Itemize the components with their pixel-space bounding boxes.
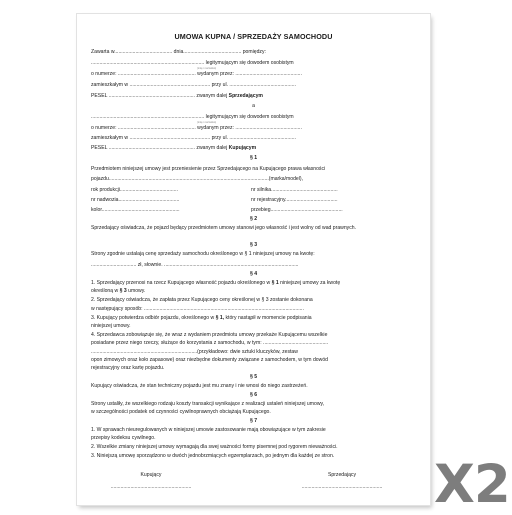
seller-role: Sprzedającym <box>228 93 263 99</box>
section-4-p4-d: opon zimowych oraz koło zapasowe) oraz niezbędne dokumenty związane z samochodem, w tym dowód <box>91 357 328 363</box>
section-3-heading: § 3 <box>249 242 258 248</box>
buyer-addr-line: zamieszkałym w ......................................................... przy ul. ............................................... <box>91 135 296 141</box>
section-3-amount: ................................ zł, słownie. ............................................................................................... <box>91 262 299 268</box>
field-silnik: nr silnika............................................... <box>251 187 338 193</box>
seller-doc-line: o numerze: ....................................................... wydanym przez: ............................................... <box>91 71 302 77</box>
s4-p1-cont-tail: umowy. <box>126 288 146 294</box>
s4-p1-tail: niniejszej umowy za kwotę <box>278 280 341 286</box>
s4-p3-ref: § 1, <box>215 315 225 321</box>
seller-pesel-line <box>91 93 416 99</box>
section-4-p4: 4. Sprzedawca zobowiązuje się, że wraz z wydaniem przedmiotu umowy przekaże Kupującemu wszelkie <box>91 332 328 338</box>
s4-p1-ref: § 1 <box>271 280 279 286</box>
signature-buyer-line: ......................................................... <box>110 484 192 490</box>
signature-seller-label: Sprzedający <box>327 472 357 478</box>
contract-sheet <box>77 14 430 505</box>
section-4-p3-cont: niniejszej umowy. <box>91 323 131 329</box>
s4-p1-text: 1. Sprzedający przenosi na rzecz Kupującego własność pojazdu określonego w <box>91 280 272 286</box>
intro-zawarta: Zawarta w......................................... dnia......................................... pomiędzy: <box>91 49 266 55</box>
signature-buyer-label: Kupujący <box>140 472 162 478</box>
section-7-p2: 2. Wszelkie zmiany niniejszej umowy wymagają dla swej ważności formy pisemnej pod rygorem nieważności. <box>91 444 338 450</box>
s4-p1-cont-ref: § 3 <box>119 288 127 294</box>
section-6-text-1: Strony ustaliły, że wszelkiego rodzaju koszty transakcji wynikające z realizacji ustaleń niniejszej umowy, <box>91 401 325 407</box>
field-kolor: kolor....................................................... <box>91 207 180 213</box>
section-5-heading: § 5 <box>249 374 258 380</box>
section-7-p3: 3. Niniejszą umowę sporządzono w dwóch jednobrzmiących egzemplarzach, po jednym dla każdej ze stron. <box>91 453 335 459</box>
s4-p1-cont-text: określoną w <box>91 288 120 294</box>
hint-seller: (imię i nazwisko) <box>197 67 217 70</box>
s4-p3-text: 3. Kupujący potwierdza odbiór pojazdu, określonego w <box>91 315 216 321</box>
section-6-text-2: w szczególności podatek od czynności cywilnoprawnych obciążają Kupującego. <box>91 409 271 415</box>
seller-pesel-text: PESEL ............................................................. zwanym dalej <box>91 93 229 99</box>
section-2-text: Sprzedający oświadcza, że pojazd będący przedmiotem umowy stanowi jego własność i jest wolny od wad prawnych. <box>91 225 357 231</box>
buyer-pesel-text: PESEL ............................................................. zwanym dalej <box>91 145 229 151</box>
document-title: UMOWA KUPNA / SPRZEDAŻY SAMOCHODU <box>174 32 333 41</box>
buyer-role: Kupującym <box>228 145 257 151</box>
section-1-heading: § 1 <box>249 155 258 161</box>
seller-name-line: ................................................................................ legitymującym się dowodem osobistym <box>91 60 294 66</box>
section-1-text: Przedmiotem niniejszej umowy jest przeniesienie przez Sprzedającego na Kupującego prawa własności <box>91 166 326 172</box>
section-1-row-2 <box>91 197 416 203</box>
quantity-badge: X2 <box>434 454 510 515</box>
section-4-p4-b: posiadane przez niego rzeczy, służące do korzystania z samochodu, w tym: .............................................. <box>91 340 329 346</box>
field-rok: rok produkcji......................................... <box>91 187 178 193</box>
section-5-text: Kupujący oświadcza, że stan techniczny pojazdu jest mu znany i nie wnosi do niego zastrzeżeń. <box>91 383 308 389</box>
seller-addr-line: zamieszkałym w ......................................................... przy ul. ............................................... <box>91 82 296 88</box>
hint-buyer: (imię i nazwisko) <box>197 121 217 124</box>
section-2-heading: § 2 <box>249 216 258 222</box>
section-4-p4-e: rejestracyjny oraz kartę pojazdu. <box>91 365 165 371</box>
section-4-p1 <box>91 280 416 286</box>
section-1-row-1 <box>91 187 416 193</box>
section-1-row-3 <box>91 207 416 213</box>
section-7-heading: § 7 <box>249 418 258 424</box>
s4-p3-tail: który nastąpił w momencie podpisania <box>224 315 312 321</box>
section-4-p2: 2. Sprzedający oświadcza, że zapłata przez Kupującego ceny określonej w § 3 zostanie dokonana <box>91 297 313 303</box>
section-1-vehicle: pojazdu.................................................................................................................(marka/model), <box>91 176 304 182</box>
buyer-doc-line: o numerze: ....................................................... wydanym przez: ............................................... <box>91 125 302 131</box>
buyer-name-line: ................................................................................ legitymującym się dowodem osobistym <box>91 114 294 120</box>
section-7-p1-cont: przepisy kodeksu cywilnego. <box>91 435 156 441</box>
conjunction-a: a <box>252 103 255 109</box>
section-4-p1-cont <box>91 288 416 294</box>
section-6-heading: § 6 <box>249 392 258 398</box>
field-przebieg: przebieg................................................... <box>251 207 343 213</box>
field-nadwozie: nr nadwozia........................................... <box>91 197 180 203</box>
section-4-p3 <box>91 315 416 321</box>
signature-seller-line: ......................................................... <box>301 484 383 490</box>
section-4-heading: § 4 <box>249 271 258 277</box>
section-4-p4-c: ...........................................................................(przykładowo: dwie sztuki kluczyków, zestaw <box>91 349 298 355</box>
buyer-pesel-line <box>91 145 416 151</box>
section-4-p2-cont: w następujący sposób: ................................................................................................................. <box>91 306 304 312</box>
section-7-p1: 1. W sprawach nieuregulowanych w niniejszej umowie zastosowanie mają obowiązujące w tym zakresie <box>91 427 326 433</box>
field-rejestracyjny: nr rejestracyjny..................................... <box>251 197 338 203</box>
section-3-text: Strony zgodnie ustalają cenę sprzedaży samochodu określonego w § 1 niniejszej umowy na kwotę: <box>91 251 315 257</box>
